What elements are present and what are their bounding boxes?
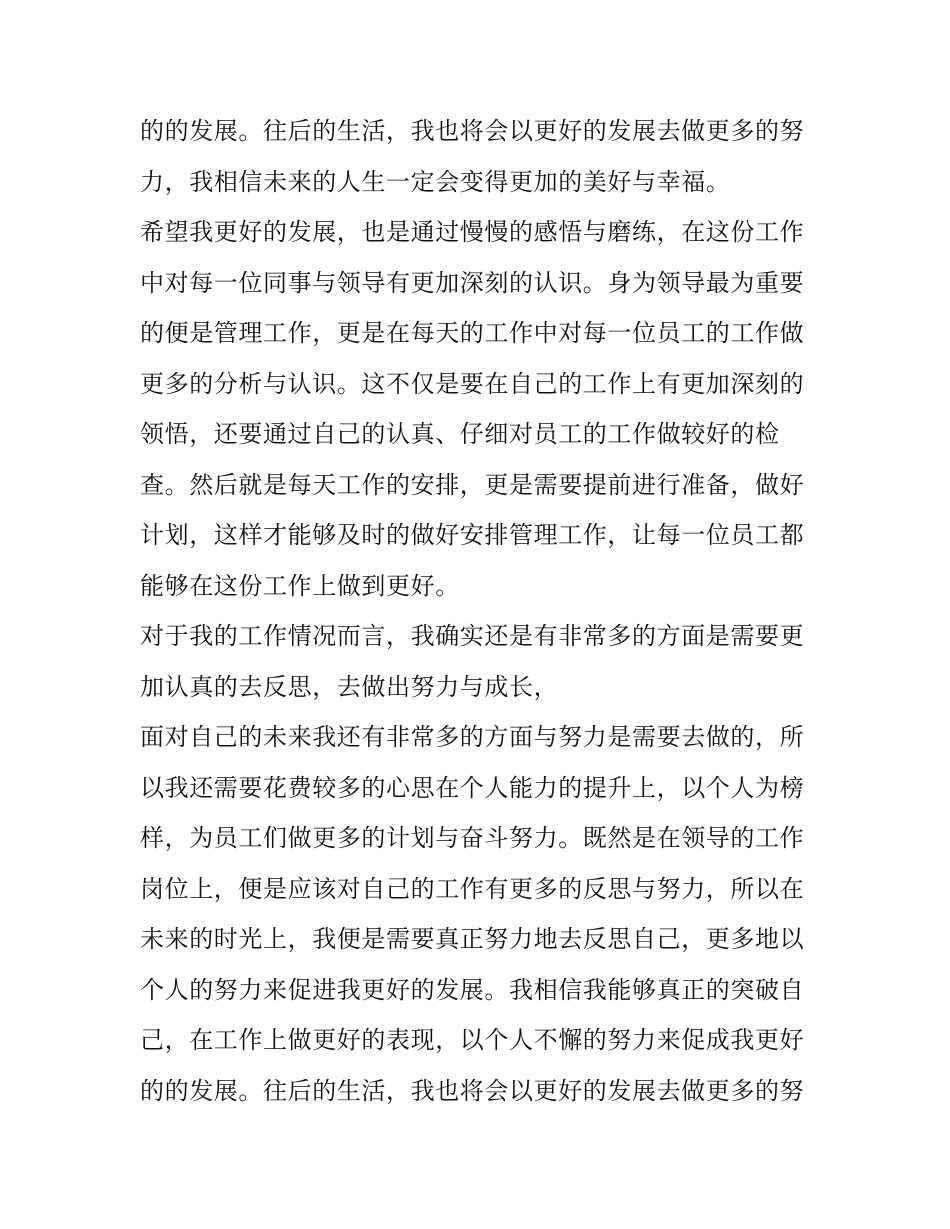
text-line: 希望我更好的发展，也是通过慢慢的感悟与磨练，在这份工作 xyxy=(140,218,805,246)
text-line: 更多的分析与认识。这不仅是要在自己的工作上有更加深刻的 xyxy=(140,369,805,398)
text-line: 加认真的去反思，去做出努力与成长， xyxy=(140,672,559,701)
text-line: 查。然后就是每天工作的安排，更是需要提前进行准备，做好 xyxy=(140,470,805,499)
text-line: 个人的努力来促进我更好的发展。我相信我能够真正的突破自 xyxy=(140,975,805,1004)
text-line: 计划，这样才能够及时的做好安排管理工作，让每一位员工都 xyxy=(140,521,805,549)
text-line: 领悟，还要通过自己的认真、仔细对员工的工作做较好的检 xyxy=(140,420,780,448)
text-line: 中对每一位同事与领导有更加深刻的认识。身为领导最为重要 xyxy=(140,268,805,297)
text-line: 岗位上，便是应该对自己的工作有更多的反思与努力，所以在 xyxy=(140,874,805,903)
text-line: 能够在这份工作上做到更好。 xyxy=(140,571,460,600)
text-line: 以我还需要花费较多的心思在个人能力的提升上，以个人为榜 xyxy=(140,773,805,802)
text-line: 的的发展。往后的生活，我也将会以更好的发展去做更多的努 xyxy=(140,117,805,145)
text-line: 的的发展。往后的生活，我也将会以更好的发展去做更多的努 xyxy=(140,1076,805,1105)
text-line: 的便是管理工作，更是在每天的工作中对每一位员工的工作做 xyxy=(140,319,805,347)
text-line: 未来的时光上，我便是需要真正努力地去反思自己，更多地以 xyxy=(140,925,805,953)
text-line: 对于我的工作情况而言，我确实还是有非常多的方面是需要更 xyxy=(140,622,805,650)
body-text xyxy=(140,106,820,1116)
text-line: 力，我相信未来的人生一定会变得更加的美好与幸福。 xyxy=(140,167,731,196)
text-line: 己，在工作上做更好的表现，以个人不懈的努力来促成我更好 xyxy=(140,1026,805,1054)
text-line: 样，为员工们做更多的计划与奋斗努力。既然是在领导的工作 xyxy=(140,824,805,852)
text-line: 面对自己的未来我还有非常多的方面与努力是需要去做的，所 xyxy=(140,723,805,751)
